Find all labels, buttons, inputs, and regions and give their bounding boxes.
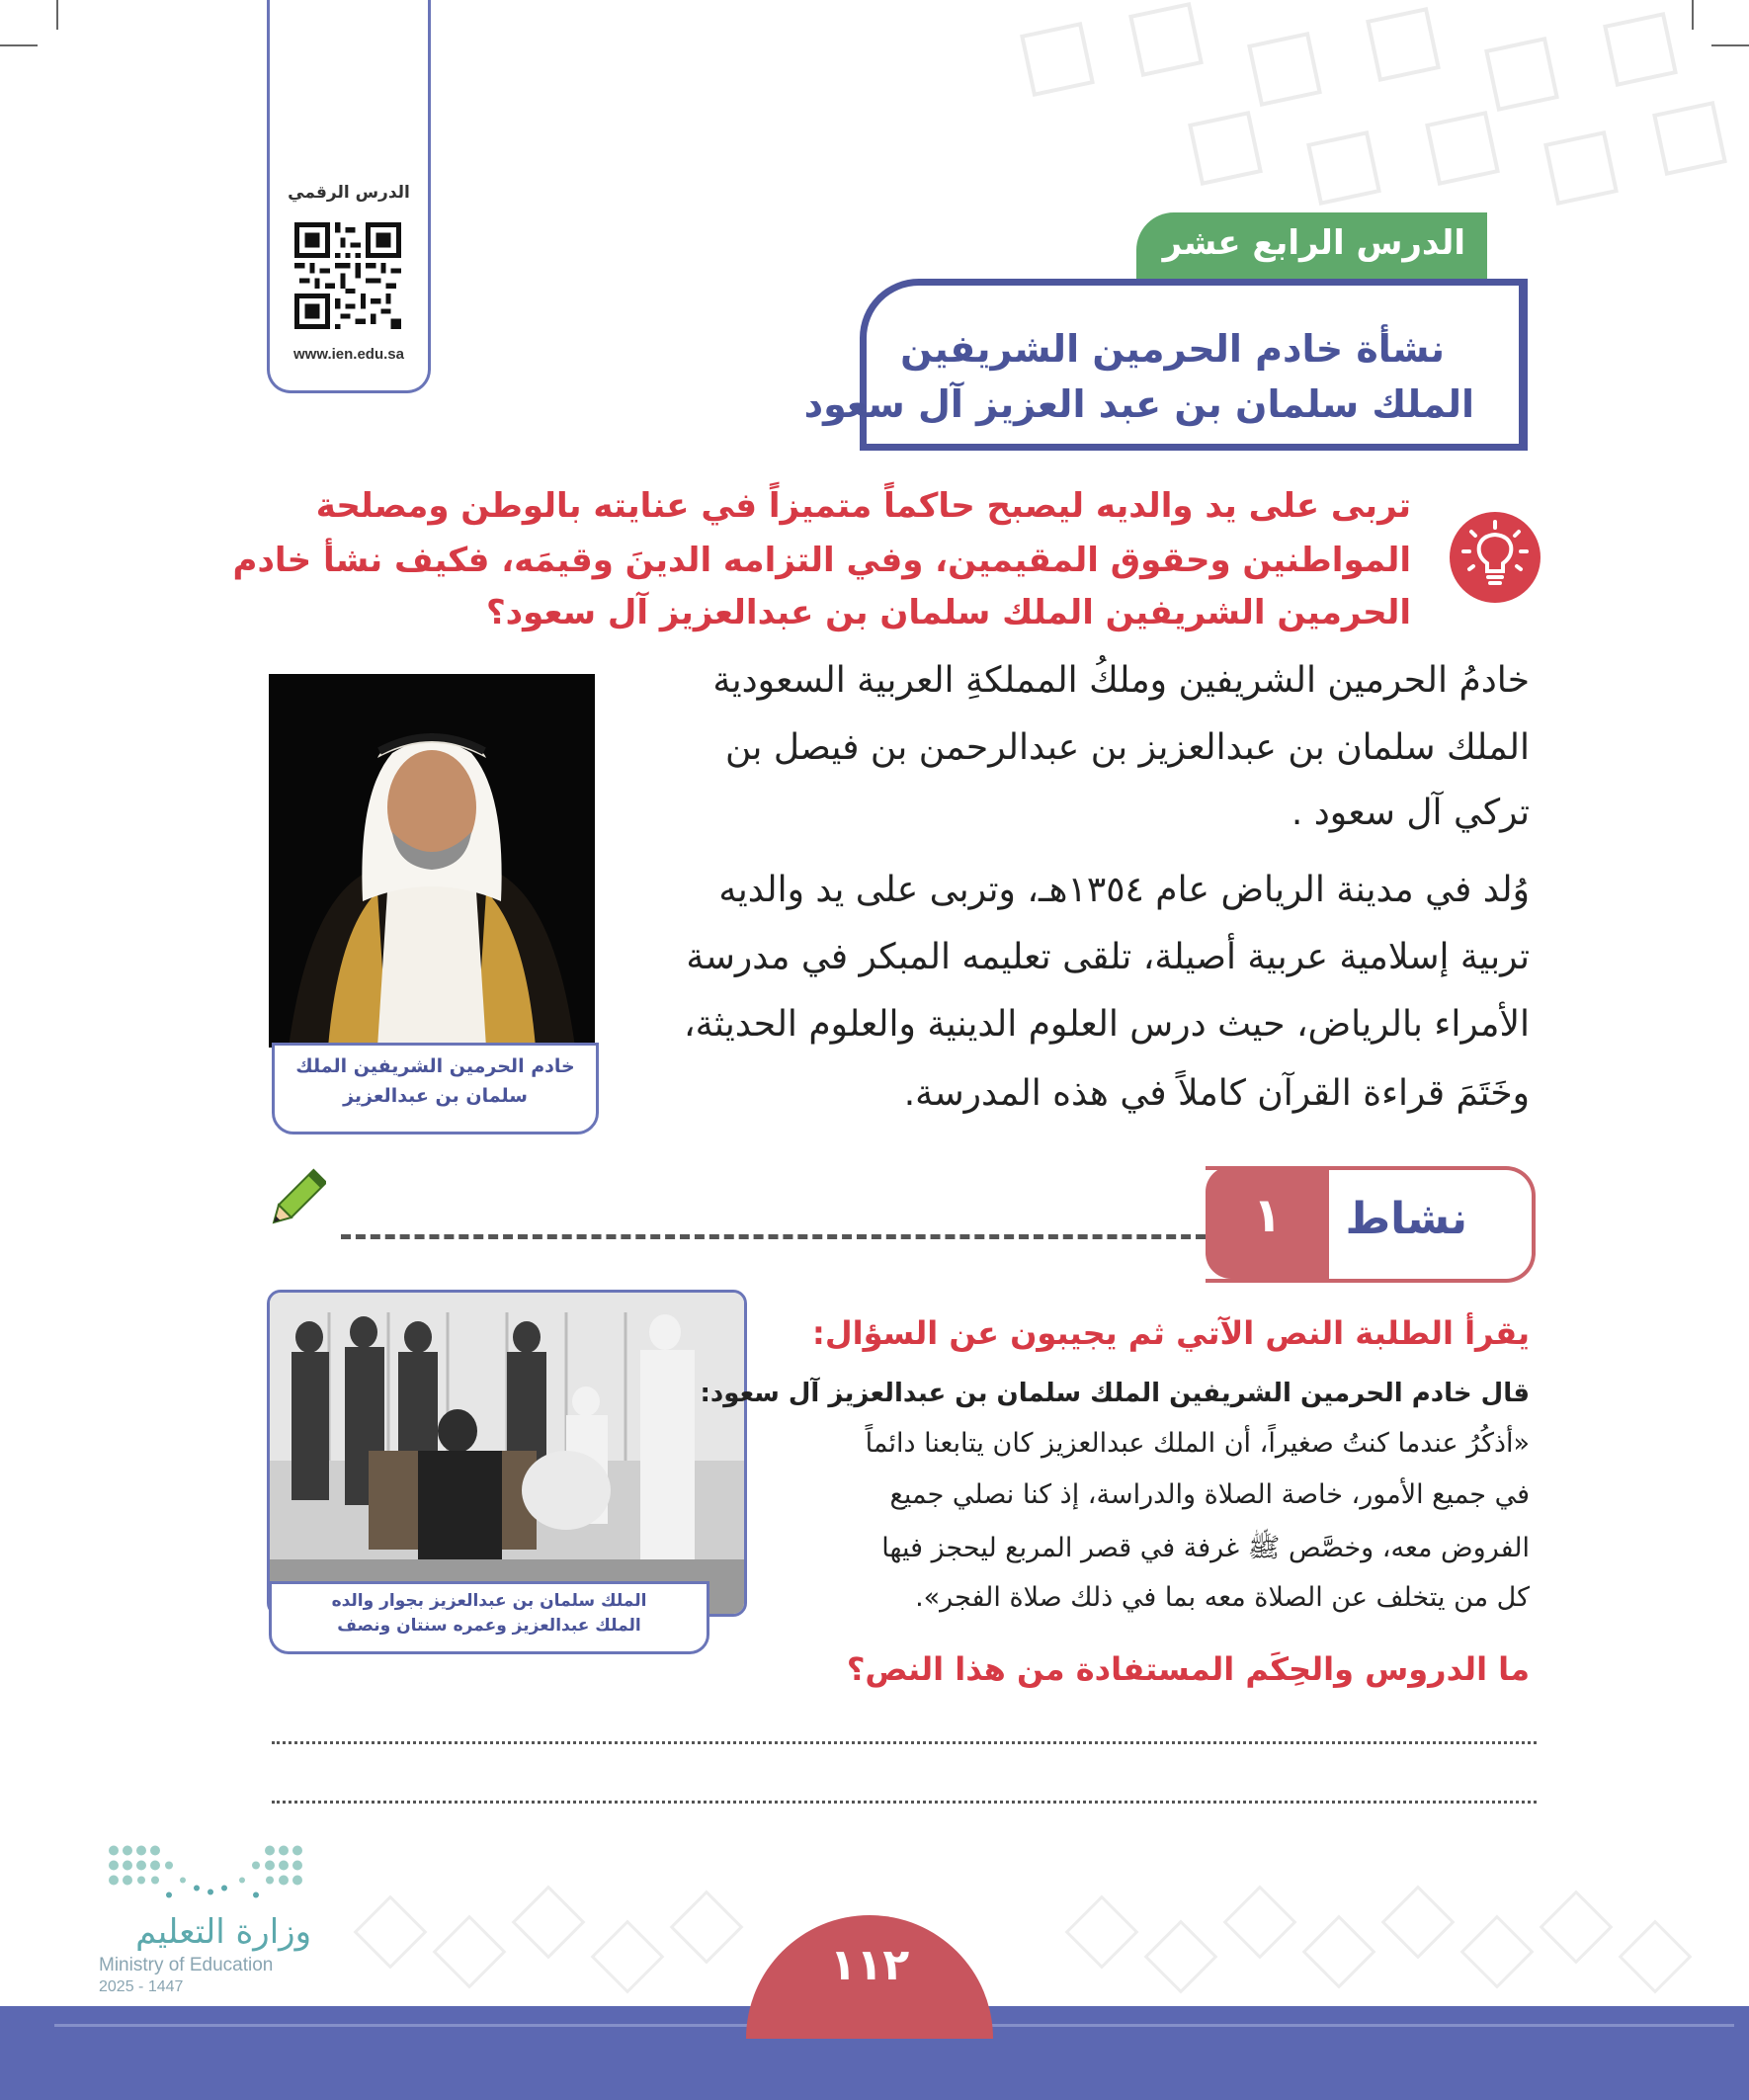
intro-question-line: تربى على يد والديه ليصبح حاكماً متميزاً في عنايته بالوطن ومصلحة <box>315 486 1411 526</box>
historic-caption-line1: الملك سلمان بن عبدالعزيز بجوار والده <box>331 1591 647 1611</box>
lesson-number-tab <box>1136 212 1487 282</box>
quote-line: في جميع الأمور، خاصة الصلاة والدراسة، إذ كنا نصلي جميع <box>889 1479 1530 1510</box>
crop-mark <box>56 0 58 30</box>
historic-photo-caption <box>269 1581 709 1654</box>
lesson-title-line2: الملك سلمان بن عبد العزيز آل سعود <box>803 382 1474 426</box>
body-text-line: وُلد في مدينة الرياض عام ١٣٥٤هـ، وتربى على يد والديه <box>718 870 1530 910</box>
digital-lesson-panel[interactable] <box>267 0 431 393</box>
historic-caption-line2: الملك عبدالعزيز وعمره سنتان ونصف <box>337 1616 641 1636</box>
activity-question: ما الدروس والحِكَم المستفادة من هذا النص؟ <box>846 1650 1530 1688</box>
body-text-line: الأمراء بالرياض، حيث درس العلوم الدينية والعلوم الحديثة، <box>684 1004 1530 1045</box>
pencil-icon <box>265 1166 326 1235</box>
body-text-line: تربية إسلامية عربية أصيلة، تلقى تعليمه المبكر في مدرسة <box>686 937 1530 977</box>
digital-lesson-label: الدرس الرقمي <box>288 183 410 203</box>
intro-question-line: الحرمين الشريفين الملك سلمان بن عبدالعزيز آل سعود؟ <box>485 593 1411 632</box>
ministry-name-english: Ministry of Education <box>99 1955 274 1975</box>
body-text-line: تركي آل سعود . <box>1291 793 1530 833</box>
activity-task: يقرأ الطلبة النص الآتي ثم يجيبون عن السؤال: <box>812 1314 1530 1352</box>
ministry-year: 2025 - 1447 <box>99 1978 184 1995</box>
answer-line[interactable] <box>272 1801 1537 1804</box>
portrait-caption-line2: سلمان بن عبدالعزيز <box>343 1085 528 1107</box>
activity-label: نشاط <box>1345 1194 1467 1244</box>
historic-photo <box>267 1290 747 1617</box>
crop-mark <box>0 44 38 46</box>
lightbulb-icon <box>1450 512 1541 603</box>
qr-code[interactable] <box>294 222 401 329</box>
body-text-line: خادمُ الحرمين الشريفين وملكُ المملكةِ العربية السعودية <box>712 660 1530 701</box>
activity-number-badge <box>1206 1166 1329 1279</box>
king-salman-portrait <box>269 674 595 1048</box>
ministry-name-arabic: وزارة التعليم <box>135 1912 311 1952</box>
body-text-line: الملك سلمان بن عبدالعزيز بن عبدالرحمن بن فيصل بن <box>724 727 1530 768</box>
lesson-title-box <box>803 279 1528 451</box>
digital-lesson-url[interactable]: www.ien.edu.sa <box>293 346 404 363</box>
decorative-pattern <box>326 1868 1749 2006</box>
activity-number: ١ <box>1252 1188 1283 1243</box>
intro-question-line: المواطنين وحقوق المقيمين، وفي التزامه الدينَ وقيمَه، فكيف نشأ خادم <box>232 541 1411 580</box>
quote-line: «أذكُرُ عندما كنتُ صغيراً، أن الملك عبدالعزيز كان يتابعنا دائماً <box>865 1428 1530 1459</box>
body-text-line: وخَتَمَ قراءة القرآن كاملاً في هذه المدرسة. <box>903 1073 1530 1114</box>
quote-line: كل من يتخلف عن الصلاة معه بما في ذلك صلاة الفجر». <box>915 1582 1530 1613</box>
quote-line: الفروض معه، وخصَّص ﷺ غرفة في قصر المربع ليحجز فيها <box>881 1533 1530 1563</box>
answer-line[interactable] <box>272 1741 1537 1744</box>
lesson-number: الدرس الرابع عشر <box>1162 223 1465 263</box>
portrait-caption <box>272 1043 599 1134</box>
portrait-caption-line1: خادم الحرمين الشريفين الملك <box>295 1055 575 1077</box>
quote-intro: قال خادم الحرمين الشريفين الملك سلمان بن عبدالعزيز آل سعود: <box>700 1379 1530 1408</box>
page-number: ١١٢ <box>829 1940 910 1990</box>
activity-divider <box>341 1234 1206 1239</box>
lesson-title-line1: نشأة خادم الحرمين الشريفين <box>900 327 1445 371</box>
